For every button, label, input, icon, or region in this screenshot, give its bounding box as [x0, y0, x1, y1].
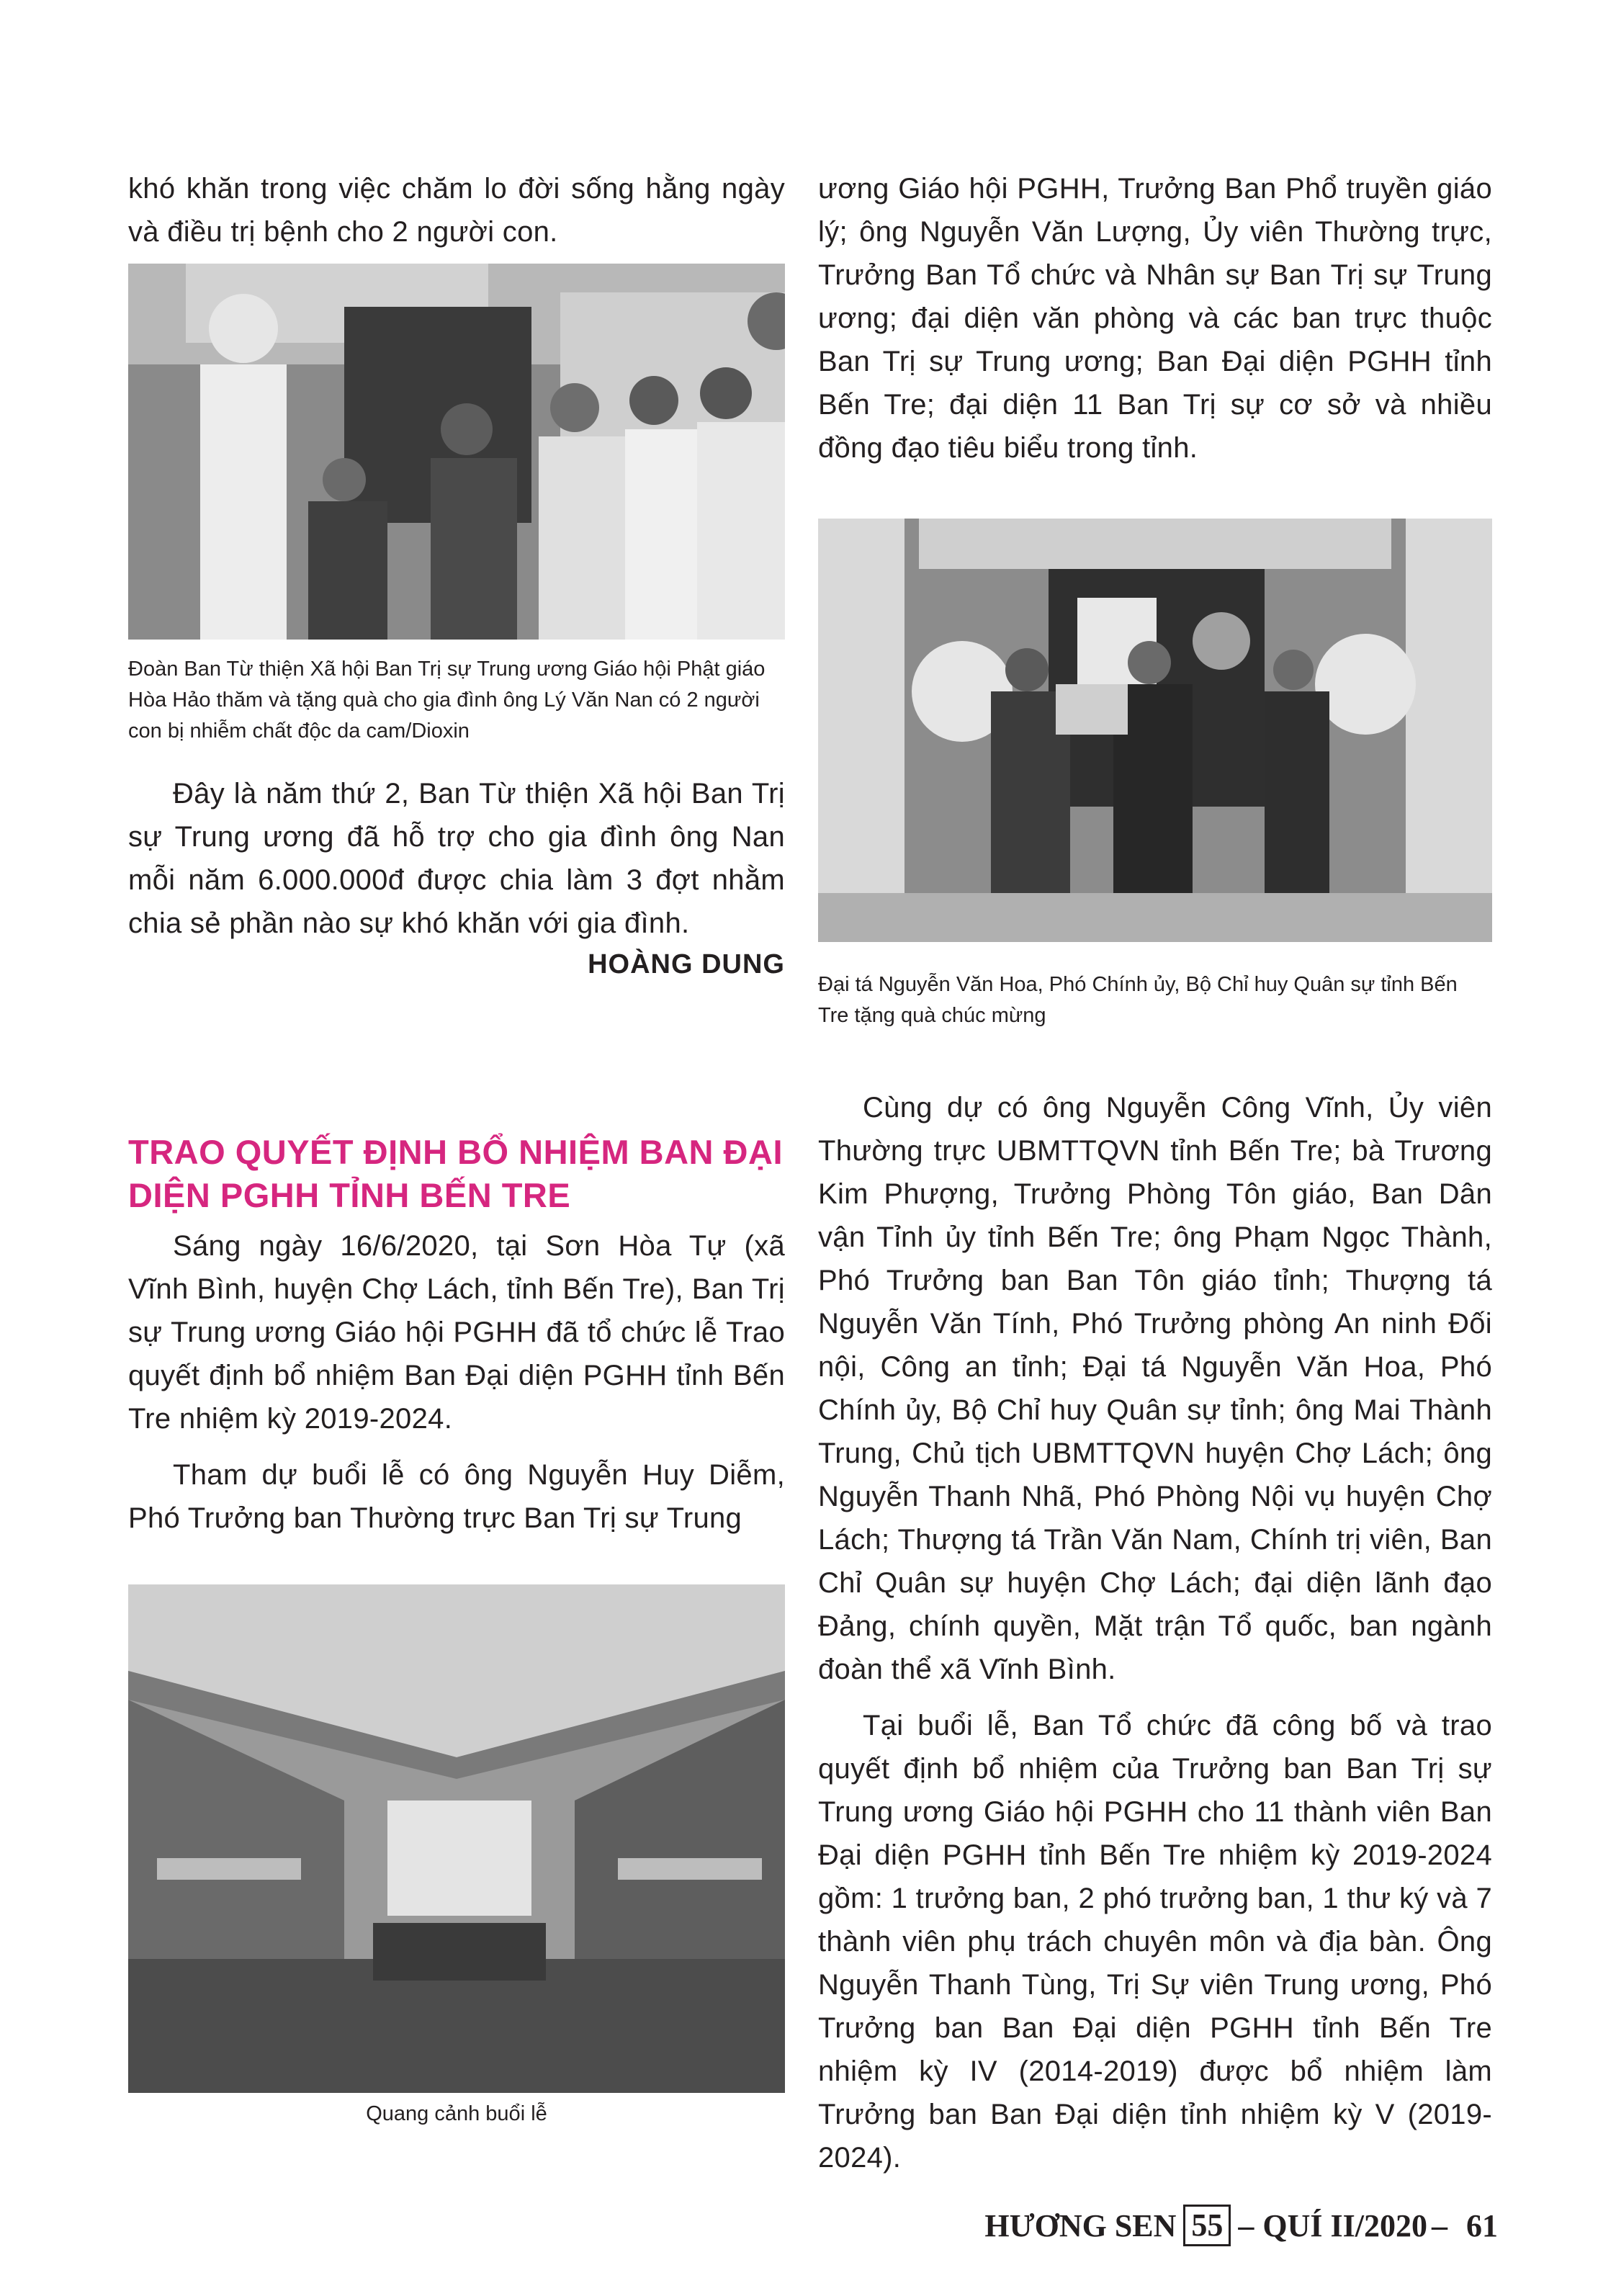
paragraph-support: Đây là năm thứ 2, Ban Từ thiện Xã hội Ban Trị sự Trung ương đã hỗ trợ cho gia đình ông Nan mỗi năm 6.000.000đ được chia làm 3 đợt nhằm chia sẻ phần nào sự khó khăn với gia đình. [128, 778, 785, 939]
article-right-text [818, 1086, 1492, 2179]
right-top-text [818, 167, 1492, 470]
author-name: HOÀNG DUNG [588, 949, 785, 979]
page-footer [864, 2200, 1498, 2251]
footer-dash-1: – [1238, 2207, 1254, 2243]
photo-ceremony-hall [128, 1584, 785, 2093]
left-top-text [128, 167, 785, 254]
photo-gift-presentation [818, 519, 1492, 942]
issue-number: 55 [1183, 2205, 1231, 2246]
left-mid-text [128, 772, 785, 945]
article-paragraph-1: Sáng ngày 16/6/2020, tại Sơn Hòa Tự (xã Vĩnh Bình, huyện Chợ Lách, tỉnh Bến Tre), Ban Trị sự Trung ương Giáo hội PGHH đã tổ chức lễ Trao quyết định bổ nhiệm Ban Đại diện PGHH tỉnh Bến Tre nhiệm kỳ 2019-2024. [128, 1230, 785, 1435]
photo-caption-family-visit: Đoàn Ban Từ thiện Xã hội Ban Trị sự Trung ương Giáo hội Phật giáo Hòa Hảo thăm và tặng quà cho gia đình ông Lý Văn Nan có 2 người con bị nhiễm chất độc da cam/Dioxin [128, 658, 766, 743]
paragraph-continued: khó khăn trong việc chăm lo đời sống hằng ngày và điều trị bệnh cho 2 người con. [128, 173, 785, 248]
issue-quarter: QUÍ II/2020 [1262, 2207, 1427, 2243]
photo-family-visit [128, 264, 785, 640]
article-paragraph-guests: Cùng dự có ông Nguyễn Công Vĩnh, Ủy viên Thường trực UBMTTQVN tỉnh Bến Tre; bà Trương Kim Phượng, Trưởng Phòng Tôn giáo, Ban Dân vận Tỉnh ủy tỉnh Bến Tre; ông Phạm Ngọc Thành, Phó Trưởng ban Ban Tôn giáo tỉnh; Thượng tá Nguyễn Văn Tính, Phó Trưởng phòng An ninh Đối nội, Công an tỉnh; Đại tá Nguyễn Văn Hoa, Phó Chính ủy, Bộ Chỉ huy Quân sự tỉnh; ông Mai Thành Trung, Chủ tịch UBMTTQVN huyện Chợ Lách; ông Nguyễn Thanh Nhã, Phó Phòng Nội vụ huyện Chợ Lách; Thượng tá Trần Văn Nam, Chính trị viên, Ban Chỉ Quân sự huyện Chợ Lách; đại diện lãnh đạo Đảng, chính quyền, Mặt trận Tổ quốc, ban ngành đoàn thể xã Vĩnh Bình. [818, 1092, 1492, 1685]
article-headline: TRAO QUYẾT ĐỊNH BỔ NHIỆM BAN ĐẠI DIỆN PGHH TỈNH BẾN TRE [128, 1133, 783, 1214]
magazine-name: HƯƠNG SEN [984, 2207, 1177, 2243]
photo-caption-gift-presentation: Đại tá Nguyễn Văn Hoa, Phó Chính ủy, Bộ Chỉ huy Quân sự tỉnh Bến Tre tặng quà chúc mừng [818, 973, 1458, 1027]
article-paragraph-2: Tham dự buổi lễ có ông Nguyễn Huy Diễm, Phó Trưởng ban Thường trực Ban Trị sự Trung [128, 1459, 785, 1534]
photo-caption-ceremony-hall: Quang cảnh buổi lễ [366, 2102, 547, 2125]
article-paragraph-ceremony: Tại buổi lễ, Ban Tổ chức đã công bố và trao quyết định bổ nhiệm của Trưởng ban Ban Trị sự Trung ương Giáo hội PGHH cho 11 thành viên Ban Đại diện PGHH tỉnh Bến Tre nhiệm kỳ 2019-2024 gồm: 1 trưởng ban, 2 phó trưởng ban, 1 thư ký và 7 thành viên phụ trách chuyên môn và địa bàn. Ông Nguyễn Thanh Tùng, Trị Sự viên Trung ương, Phó Trưởng ban Ban Đại diện PGHH tỉnh Bến Tre nhiệm kỳ IV (2014-2019) được bổ nhiệm làm Trưởng ban Ban Đại diện tỉnh nhiệm kỳ V (2019-2024). [818, 1710, 1492, 2174]
footer-dash-2: – [1432, 2207, 1447, 2243]
paragraph-attendees-continued: ương Giáo hội PGHH, Trưởng Ban Phổ truyền giáo lý; ông Nguyễn Văn Lượng, Ủy viên Thường trực, Trưởng Ban Tổ chức và Nhân sự Ban Trị sự Trung ương; đại diện văn phòng và các ban trực thuộc Ban Trị sự Trung ương; Ban Đại diện PGHH tỉnh Bến Tre; đại diện 11 Ban Trị sự cơ sở và nhiều đồng đạo tiêu biểu trong tỉnh. [818, 173, 1492, 464]
page-number: 61 [1466, 2207, 1498, 2243]
article-left-text [128, 1224, 785, 1540]
